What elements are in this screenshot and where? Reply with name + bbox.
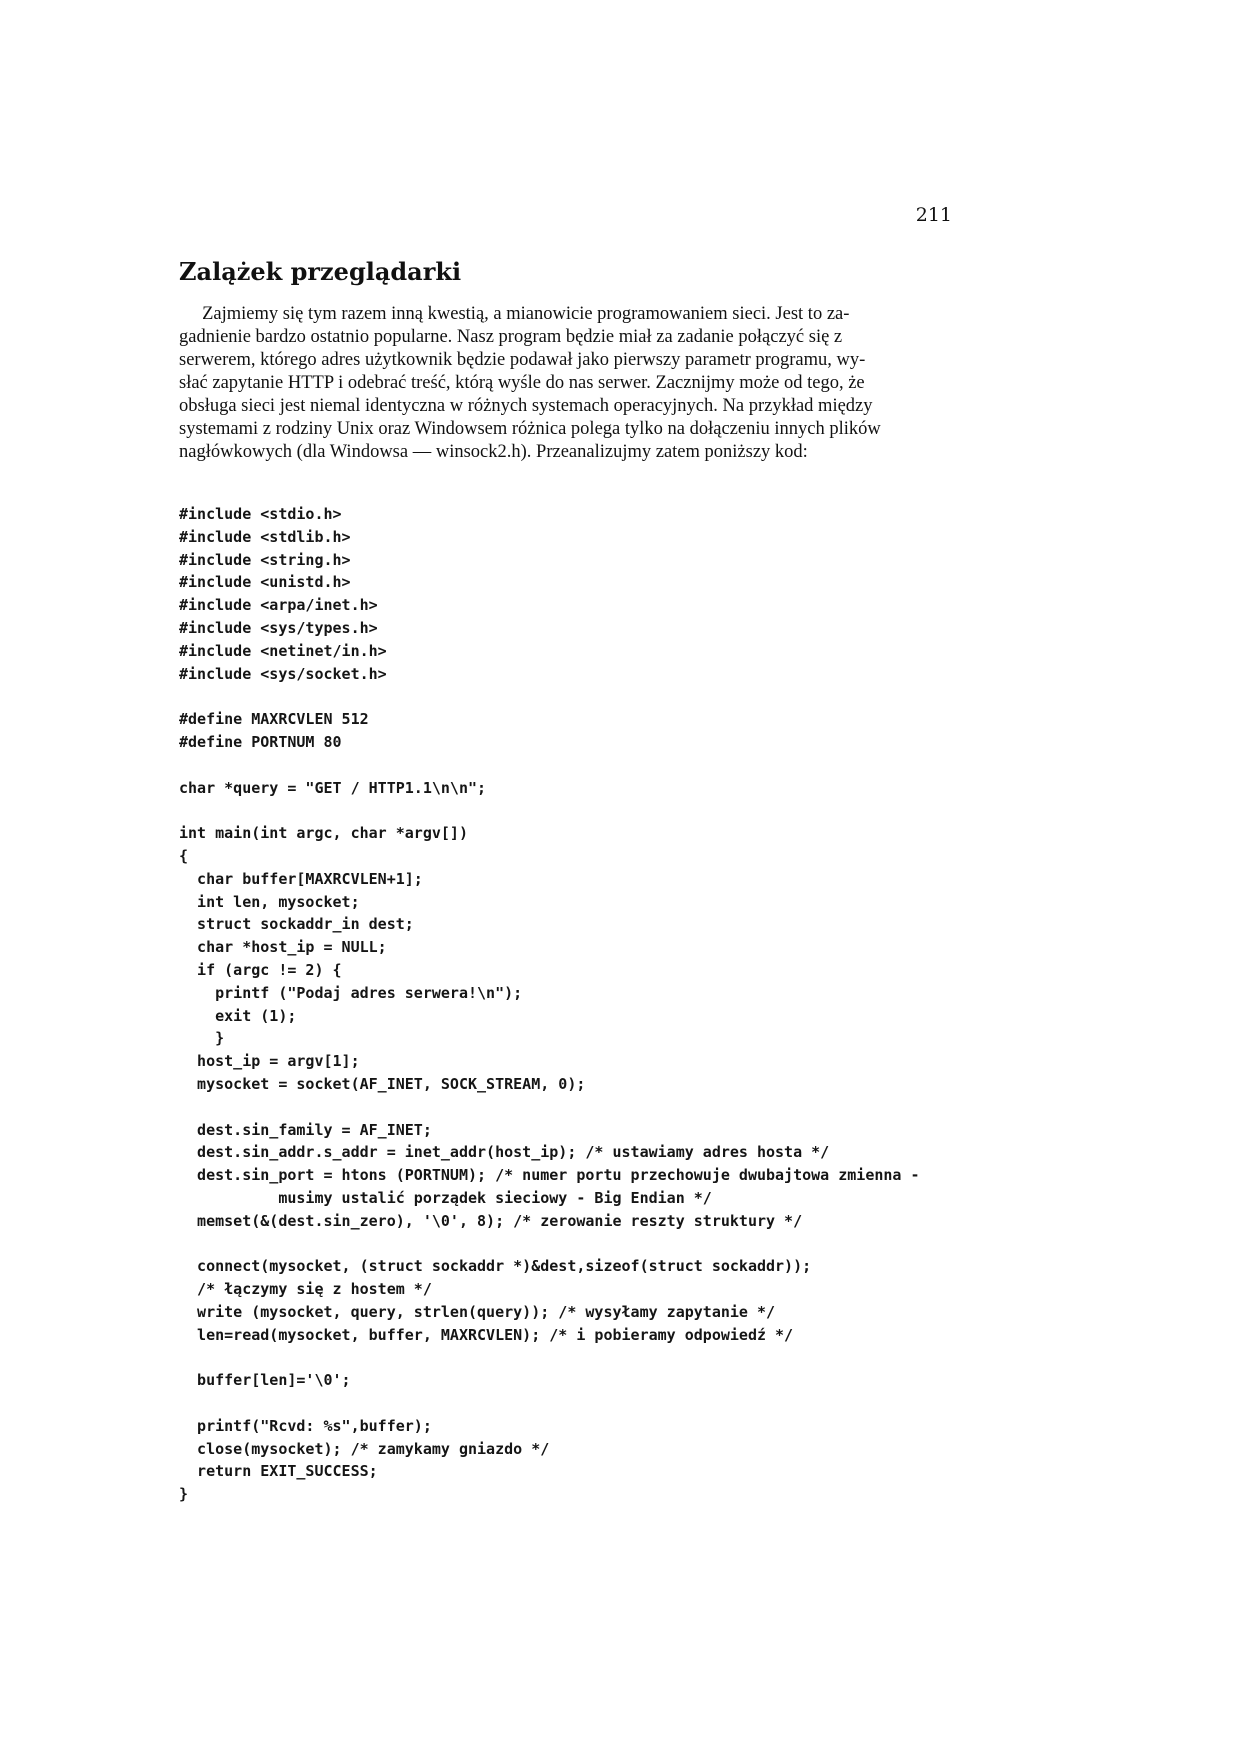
code-line: dest.sin_addr.s_addr = inet_addr(host_ip); /* ustawiamy adres hosta */ [179,1143,830,1162]
paragraph-line: serwerem, którego adres użytkownik będzie podawał jako pierwszy parametr programu, wy- [179,350,866,370]
code-line: #define MAXRCVLEN 512 [179,710,369,729]
code-line: int main(int argc, char *argv[]) [179,824,468,843]
code-line: connect(mysocket, (struct sockaddr *)&dest,sizeof(struct sockaddr)); [179,1257,812,1276]
code-line: int len, mysocket; [179,892,360,911]
paragraph-line: słać zapytanie HTTP i odebrać treść, którą wyśle do nas serwer. Zacznijmy może od tego, że [179,373,865,393]
paragraph-line: obsługa sieci jest niemal identyczna w różnych systemach operacyjnych. Na przykład między [179,396,873,416]
code-line [179,685,1009,708]
code-line [179,1233,1009,1256]
code-line: { [179,846,189,865]
code-line: mysocket = socket(AF_INET, SOCK_STREAM, 0); [179,1074,586,1093]
code-line: write (mysocket, query, strlen(query)); /* wysyłamy zapytanie */ [179,1302,776,1321]
code-line: dest.sin_port = htons (PORTNUM); /* numer portu przechowuje dwubajtowa zmienna - [179,1166,920,1185]
code-listing [179,503,1009,1506]
code-line: #include <sys/socket.h> [179,664,387,683]
intro-paragraph [179,303,954,464]
code-line: char *host_ip = NULL; [179,938,387,957]
code-line [179,799,1009,822]
section-title: Zalążek przeglądarki [179,257,462,286]
code-line: printf("Rcvd: %s",buffer); [179,1416,432,1435]
code-line: #include <netinet/in.h> [179,641,387,660]
paragraph-line: systemami z rodziny Unix oraz Windowsem różnica polega tylko na dołączeniu innych plików [179,419,881,439]
paragraph-line: gadnienie bardzo ostatnio popularne. Nasz program będzie miał za zadanie połączyć się z [179,327,843,347]
code-line: close(mysocket); /* zamykamy gniazdo */ [179,1439,550,1458]
code-line: } [179,1029,225,1048]
code-line [179,1392,1009,1415]
code-line: if (argc != 2) { [179,960,342,979]
code-line: buffer[len]='\0'; [179,1371,351,1390]
code-line [179,1346,1009,1369]
code-line: musimy ustalić porządek sieciowy - Big Endian */ [179,1188,712,1207]
code-line: #include <stdlib.h> [179,527,351,546]
code-line: dest.sin_family = AF_INET; [179,1120,432,1139]
code-line: #include <sys/types.h> [179,618,378,637]
paragraph-line: nagłówkowych (dla Windowsa — winsock2.h). Przeanalizujmy zatem poniższy kod: [179,442,808,462]
code-line: struct sockaddr_in dest; [179,915,414,934]
code-line: char buffer[MAXRCVLEN+1]; [179,869,423,888]
code-line: memset(&(dest.sin_zero), '\0', 8); /* zerowanie reszty struktury */ [179,1211,803,1230]
code-line: #include <string.h> [179,550,351,569]
code-line: #include <stdio.h> [179,505,342,523]
code-line: printf ("Podaj adres serwera!\n"); [179,983,523,1002]
code-line: host_ip = argv[1]; [179,1052,360,1071]
paragraph-line: Zajmiemy się tym razem inną kwestią, a mianowicie programowaniem sieci. Jest to za- [179,304,850,324]
page-number: 211 [915,204,952,226]
code-line: #define PORTNUM 80 [179,732,342,751]
code-line: return EXIT_SUCCESS; [179,1462,378,1481]
code-line: len=read(mysocket, buffer, MAXRCVLEN); /* i pobieramy odpowiedź */ [179,1325,794,1344]
code-line: exit (1); [179,1006,297,1025]
code-line: #include <arpa/inet.h> [179,596,378,615]
code-line: #include <unistd.h> [179,573,351,592]
code-line [179,1096,1009,1119]
code-line: char *query = "GET / HTTP1.1\n\n"; [179,778,487,797]
code-line [179,754,1009,777]
code-line: } [179,1485,189,1504]
code-line: /* łączymy się z hostem */ [179,1280,432,1299]
